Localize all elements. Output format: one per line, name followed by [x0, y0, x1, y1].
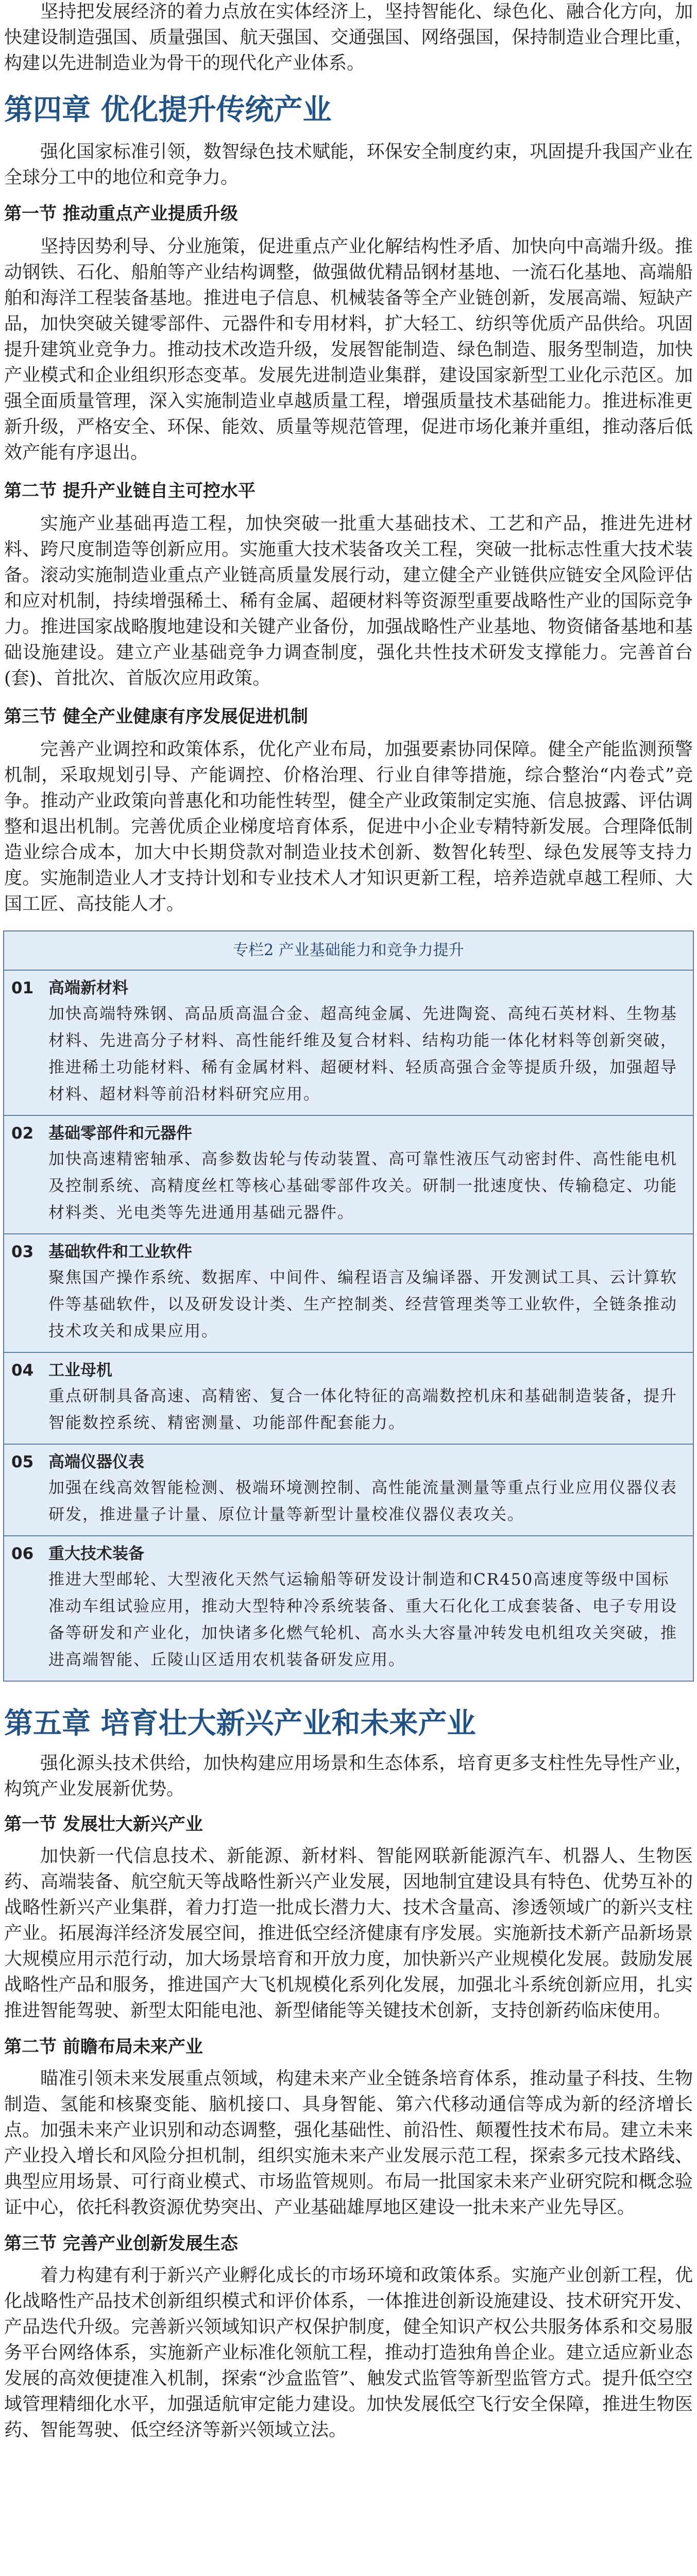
special-column-item [4, 1234, 693, 1353]
item-name: 工业母机 [48, 1361, 112, 1380]
chapter-5-section-3-title: 第三节 完善产业创新发展生态 [4, 2233, 238, 2254]
item-number: 02 [11, 1124, 34, 1143]
item-number: 04 [11, 1361, 34, 1380]
chapter-4-title: 第四章 优化提升传统产业 [4, 93, 332, 127]
item-description: 加快高端特殊钢、高品质高温合金、超高纯金属、先进陶瓷、高纯石英材料、生物基材料、先进高分子材料、高性能纤维及复合材料、结构功能一体化材料等创新突破，推进稀土功能材料、稀有金属材料、超硬材料、轻质高强合金等提质升级，加强超导材料、超材料等前沿材料研究应用。 [48, 1005, 677, 1104]
chapter-5-section-2-text: 瞄准引领未来发展重点领域，构建未来产业全链条培育体系，推动量子科技、生物制造、氢能和核聚变能、脑机接口、具身智能、第六代移动通信等成为新的经济增长点。加强未来产业识别和动态调整，强化基础性、前沿性、颠覆性技术布局。建立未来产业投入增长和风险分担机制，组织实施未来产业发展示范工程，探索多元技术路线、典型应用场景、可行商业模式、市场监管规则。布局一批国家未来产业研究院和概念验证中心，依托科教资源优势突出、产业基础雄厚地区建设一批未来产业先导区。 [4, 2069, 693, 2218]
item-name: 高端新材料 [48, 979, 128, 997]
chapter-4-section-1-title: 第一节 推动重点产业提质升级 [4, 204, 238, 224]
special-column-title: 专栏2 产业基础能力和竞争力提升 [4, 931, 693, 971]
item-description: 推进大型邮轮、大型液化天然气运输船等研发设计制造和CR450高速度等级中国标准动车组试验应用，推动大型特种冷系统装备、重大石化化工成套装备、电子专用设备等研发和产业化，加快诸多化燃气轮机、高水头大容量冲转发电机组攻关突破，推进高端智能、丘陵山区适用农机装备研发应用。 [48, 1570, 677, 1669]
item-number: 01 [11, 979, 34, 997]
chapter-4-intro: 强化国家标准引领，数智绿色技术赋能，环保安全制度约束，巩固提升我国产业在全球分工中的地位和竞争力。 [4, 142, 693, 188]
item-name: 高端仪器仪表 [48, 1453, 144, 1471]
special-column-item [4, 1116, 693, 1234]
chapter-4-section-2-text: 实施产业基础再造工程，加快突破一批重大基础技术、工艺和产品，推进先进材料、跨尺度制造等创新应用。实施重大技术装备攻关工程，突破一批标志性重大技术装备。滚动实施制造业重点产业链高质量发展行动，建立健全产业链供应链安全风险评估和应对机制，持续增强稀土、稀有金属、超硬材料等资源型重要战略性产业的国际竞争力。推进国家战略腹地建设和关键产业备份，加强战略性产业基地、物资储备基地和基础设施建设。建立产业基础竞争力调查制度，强化共性技术研发支撑能力。完善首台(套)、首批次、首版次应用政策。 [4, 514, 693, 689]
item-name: 基础零部件和元器件 [48, 1124, 192, 1143]
special-column-item [4, 1353, 693, 1445]
chapter-4-section-1-text: 坚持因势利导、分业施策，促进重点产业化解结构性矛盾、加快向中高端升级。推动钢铁、石化、船舶等产业结构调整，做强做优精品钢材基地、一流石化基地、高端船舶和海洋工程装备基地。推进电子信息、机械装备等全产业链创新，发展高端、短缺产品，加快突破关键零部件、元器件和专用材料，扩大轻工、纺织等优质产品供给。巩固提升建筑业竞争力。推动技术改造升级，发展智能制造、绿色制造、服务型制造，加快产业模式和企业组织形态变革。发展先进制造业集群，建设国家新型工业化示范区。加强全面质量管理，深入实施制造业卓越质量工程，增强质量技术基础能力。推进标准更新升级，严格安全、环保、能效、质量等规范管理，促进市场化兼并重组，推动落后低效产能有序退出。 [4, 236, 693, 463]
chapter-4-section-3-text: 完善产业调控和政策体系，优化产业布局，加强要素协同保障。健全产能监测预警机制，采取规划引导、产能调控、价格治理、行业自律等措施，综合整治“内卷式”竞争。推动产业政策向普惠化和功能性转型，健全产业政策制定实施、信息披露、评估调整和退出机制。完善优质企业梯度培育体系，促进中小企业专精特新发展。合理降低制造业综合成本，加大中长期贷款对制造业技术创新、数智化转型、绿色发展等支持力度。实施制造业人才支持计划和专业技术人才知识更新工程，培养造就卓越工程师、大国工匠、高技能人才。 [4, 739, 693, 914]
chapter-5-title: 第五章 培育壮大新兴产业和未来产业 [4, 1707, 476, 1740]
item-description: 重点研制具备高速、高精密、复合一体化特征的高端数控机床和基础制造装备，提升智能数控系统、精密测量、功能部件配套能力。 [48, 1387, 677, 1432]
chapter-5-section-2-title: 第二节 前瞻布局未来产业 [4, 2037, 203, 2057]
chapter-5-intro: 强化源头技术供给，加快构建应用场景和生态体系，培育更多支柱性先导性产业，构筑产业发展新优势。 [4, 1753, 693, 1800]
item-name: 重大技术装备 [48, 1545, 144, 1563]
item-description: 加快高速精密轴承、高参数齿轮与传动装置、高可靠性液压气动密封件、高性能电机及控制系统、高精度丝杠等核心基础零部件攻关。研制一批速度快、传输稳定、功能材料类、光电类等先进通用基础元器件。 [48, 1150, 677, 1222]
item-description: 聚焦国产操作系统、数据库、中间件、编程语言及编译器、开发测试工具、云计算软件等基础软件，以及研发设计类、生产控制类、经营管理类等工业软件，全链条推动技术攻关和成果应用。 [48, 1268, 677, 1341]
chapter-5-section-1-title: 第一节 发展壮大新兴产业 [4, 1814, 203, 1835]
chapter-5-section-1-text: 加快新一代信息技术、新能源、新材料、智能网联新能源汽车、机器人、生物医药、高端装备、航空航天等战略性新兴产业发展，因地制宜建设具有特色、优势互补的战略性新兴产业集群，着力打造一批成长潜力大、技术含量高、渗透领域广的新兴支柱产业。拓展海洋经济发展空间，推进低空经济健康有序发展。实施新技术新产品新场景大规模应用示范行动，加大场景培育和开放力度，加快新兴产业规模化发展。鼓励发展战略性产品和服务，推进国产大飞机规模化系列化发展，加强北斗系统创新应用，扎实推进智能驾驶、新型太阳能电池、新型储能等关键技术创新，支持创新药临床使用。 [4, 1846, 693, 2021]
special-column-item [4, 1445, 693, 1536]
item-name: 基础软件和工业软件 [48, 1243, 192, 1261]
item-description: 加强在线高效智能检测、极端环境测控制、高性能流量测量等重点行业应用仪器仪表研发，推进量子计量、原位计量等新型计量校准仪器仪表攻关。 [48, 1479, 677, 1524]
intro-paragraph: 坚持把发展经济的着力点放在实体经济上，坚持智能化、绿色化、融合化方向，加快建设制造强国、质量强国、航天强国、交通强国、网络强国，保持制造业合理比重，构建以先进制造业为骨干的现代化产业体系。 [4, 2, 693, 74]
special-column-box [3, 930, 694, 1682]
special-column-item [4, 971, 693, 1116]
chapter-4-section-3-title: 第三节 健全产业健康有序发展促进机制 [4, 706, 308, 727]
chapter-4-section-2-title: 第二节 提升产业链自主可控水平 [4, 481, 256, 501]
special-column-item [4, 1536, 693, 1681]
item-number: 05 [11, 1453, 34, 1471]
item-number: 06 [11, 1545, 34, 1563]
item-number: 03 [11, 1243, 34, 1261]
chapter-5-section-3-text: 着力构建有利于新兴产业孵化成长的市场环境和政策体系。实施产业创新工程，优化战略性产品技术创新组织模式和评价体系，一体推进创新设施建设、技术研究开发、产品迭代升级。完善新兴领域知识产权保护制度，健全知识产权公共服务体系和交易服务平台网络体系，实施新产业标准化领航工程，推动打造独角兽企业。建立适应新业态发展的高效便捷准入机制，探索“沙盒监管”、触发式监管等新型监管方式。提升低空空域管理精细化水平，加强适航审定能力建设。加快发展低空飞行安全保障，推进生物医药、智能驾驶、低空经济等新兴领域立法。 [4, 2265, 693, 2441]
